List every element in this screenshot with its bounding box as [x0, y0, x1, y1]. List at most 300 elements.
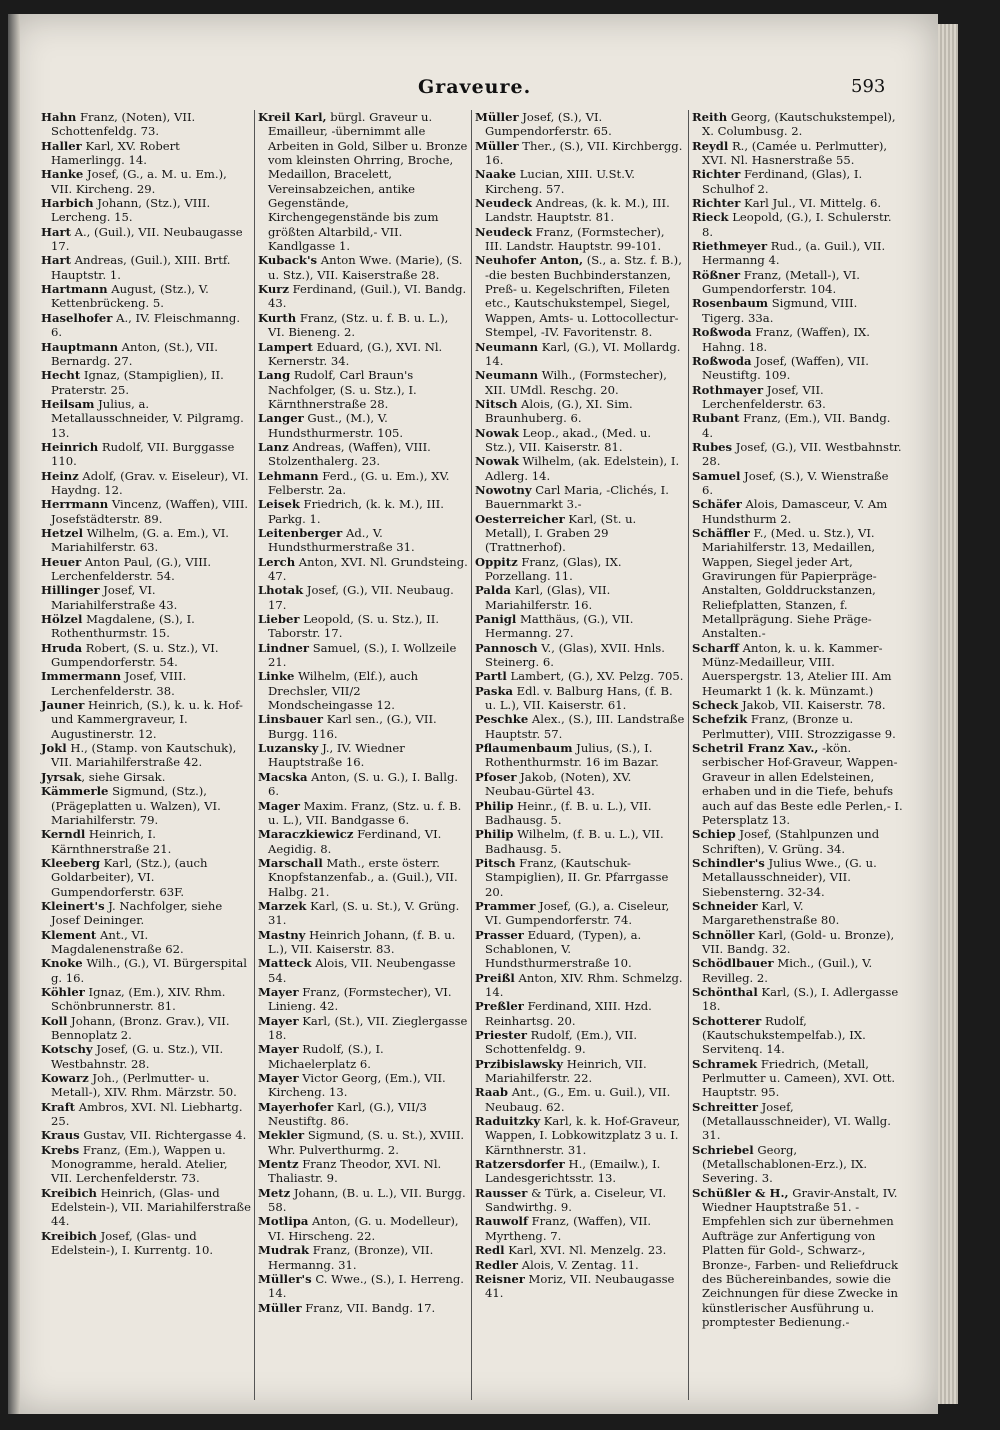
directory-entry	[41, 1186, 251, 1229]
entry-details: Ignaz, (Stampiglien), II. Praterstr. 25.	[51, 368, 224, 397]
entry-name: Przibislawsky	[475, 1056, 564, 1071]
entry-name: Schreitter	[692, 1099, 758, 1114]
entry-name: Roßwoda	[692, 325, 752, 340]
directory-entry	[41, 167, 251, 196]
entry-details: Josef, (S.), V. Wienstraße 6.	[702, 468, 889, 497]
directory-entry	[258, 555, 468, 584]
directory-entry	[475, 1028, 685, 1057]
column-2	[255, 110, 472, 1400]
entry-name: Metz	[258, 1185, 291, 1200]
entry-details: Johann, (B. u. L.), VII. Burgg. 58.	[268, 1185, 466, 1215]
directory-entry	[41, 368, 251, 397]
entry-name: Kurth	[258, 310, 297, 325]
entry-name: Heilsam	[41, 396, 95, 411]
entry-name: Hart	[41, 224, 71, 239]
directory-entry	[258, 110, 468, 253]
entry-name: Hart	[41, 253, 71, 268]
entry-details: Ad., V. Hundsthurmerstraße 31.	[268, 525, 415, 555]
entry-name: Klement	[41, 927, 97, 942]
entry-details: Anton, (S. u. G.), I. Ballg. 6.	[268, 769, 459, 799]
entry-name: Lang	[258, 368, 291, 383]
entry-name: Nowotny	[475, 482, 532, 497]
directory-entry	[692, 239, 903, 268]
entry-details: Josef, (G.), VII. Neubaug. 17.	[268, 583, 454, 612]
directory-entry	[41, 1100, 251, 1129]
entry-details: Josef, (Waffen), VII. Neustiftg. 109.	[702, 353, 869, 383]
entry-details: Franz, (Waffen), VII. Myrtheng. 7.	[485, 1214, 652, 1243]
directory-entry	[692, 411, 903, 440]
entry-details: Anton Wwe. (Marie), (S. u. Stz.), VII. Kaiserstraße 28.	[268, 253, 463, 282]
entry-name: Kotschy	[41, 1042, 93, 1057]
directory-entry	[258, 1128, 468, 1157]
entry-name: Lampert	[258, 339, 313, 354]
entry-details: Franz, (Em.), Wappen u. Monogramme, herald. Atelier, VII. Lerchenfelderstr. 73.	[51, 1142, 228, 1186]
directory-entry	[258, 928, 468, 957]
entry-name: Mager	[258, 798, 300, 813]
entry-details: Math., erste österr. Knopfstanzenfab., a. (Guil.), VII. Halbg. 21.	[268, 855, 458, 899]
entry-name: Reith	[692, 110, 728, 124]
entry-name: Müller	[475, 110, 519, 124]
entry-details: Georg, (Metallschablonen-Erz.), IX. Severing. 3.	[702, 1142, 868, 1186]
directory-entry	[258, 368, 468, 411]
entry-name: Lhotak	[258, 583, 304, 598]
directory-entry	[692, 1057, 903, 1100]
entry-name: Rauwolf	[475, 1214, 528, 1229]
entry-details: Robert, (S. u. Stz.), VI. Gumpendorferstr. 54.	[51, 640, 219, 670]
entry-details: Wilhelm, (Elf.), auch Drechsler, VII/2 Mondscheingasse 12.	[268, 669, 419, 713]
entry-name: Rößner	[692, 267, 741, 282]
directory-entry	[41, 985, 251, 1014]
entry-name: Schiep	[692, 827, 736, 842]
entry-details: Heinrich, I. Kärnthnerstraße 21.	[51, 827, 172, 856]
entry-name: Schindler's	[692, 855, 765, 870]
entry-details: Sigmund, VIII. Tigerg. 33a.	[702, 296, 858, 325]
directory-entry	[692, 383, 903, 412]
page-title: Graveure.	[418, 76, 532, 98]
directory-entry	[475, 225, 685, 254]
entry-details: Karl, (Glas), VII. Mariahilferstr. 16.	[485, 583, 611, 612]
column-1	[38, 110, 255, 1400]
directory-entry	[258, 1042, 468, 1071]
entry-details: Alois, Damasceur, V. Am Hundsthurm 2.	[702, 497, 888, 526]
entry-details: Ther., (S.), VII. Kirchbergg. 16.	[485, 138, 683, 168]
entry-details: A., IV. Fleischmanng. 6.	[51, 310, 241, 340]
directory-entry	[692, 956, 903, 985]
directory-entry	[475, 770, 685, 799]
directory-entry	[258, 1186, 468, 1215]
entry-name: Kraft	[41, 1099, 76, 1114]
directory-entry	[41, 1071, 251, 1100]
directory-entry	[692, 440, 903, 469]
entry-details: , siehe Girsak.	[81, 769, 166, 784]
entry-details: Anton, (St.), VII. Bernardg. 27.	[51, 339, 218, 368]
entry-name: Kleinert's	[41, 898, 105, 913]
entry-name: Schnöller	[692, 927, 755, 942]
directory-entry	[41, 669, 251, 698]
entry-details: Karl, (S. u. St.), V. Grüng. 31.	[268, 898, 460, 928]
entry-name: Prasser	[475, 927, 524, 942]
column-3	[472, 110, 689, 1400]
entry-details: Lucian, XIII. U.St.V. Kircheng. 57.	[485, 167, 635, 196]
entry-name: Peschke	[475, 712, 529, 727]
entry-details: Franz, (Em.), VII. Bandg. 4.	[702, 411, 891, 440]
directory-entry	[692, 325, 903, 354]
entry-details: -kön. serbischer Hof-Graveur, Wappen-Graveur in allen Edelsteinen, erhaben und in die Tiefe, behufs auch auf das Beste edle Perlen,- I. Petersplatz 13.	[702, 741, 903, 827]
entry-details: Leopold, (S. u. Stz.), II. Taborstr. 17.	[268, 612, 440, 641]
entry-details: Moriz, VII. Neubaugasse 41.	[485, 1271, 675, 1301]
entry-details: Franz, (Glas), IX. Porzellang. 11.	[485, 554, 622, 583]
entry-details: Rud., (a. Guil.), VII. Hermanng 4.	[702, 239, 886, 268]
entry-name: Maraczkiewicz	[258, 827, 354, 842]
entry-details: Julius, a. Metallausschneider, V. Pilgramg. 13.	[51, 396, 244, 440]
entry-name: Philip	[475, 798, 514, 813]
directory-entry	[258, 497, 468, 526]
entry-name: Luzansky	[258, 741, 319, 756]
entry-details: J. Nachfolger, siehe Josef Deininger.	[51, 898, 223, 928]
entry-details: Jakob, (Noten), XV. Neubau-Gürtel 43.	[485, 769, 632, 799]
entry-details: Vincenz, (Waffen), VIII. Josefstädterstr. 89.	[51, 497, 249, 526]
entry-name: Langer	[258, 411, 304, 426]
entry-details: Sigmund, (Stz.), (Prägeplatten u. Walzen), VI. Mariahilferstr. 79.	[51, 784, 221, 827]
entry-details: Josef, (G., a. M. u. Em.), VII. Kircheng. 29.	[51, 167, 227, 196]
entry-details: Alois, V. Zentag. 11.	[518, 1257, 639, 1272]
entry-details: F., (Med. u. Stz.), VI. Mariahilferstr. 13, Medaillen, Wappen, Siegel jeder Art, Gravirungen für Papierpräge-Anstalten, Golddruckstanzen, Reliefplatten, Stanzen, f. Metallprägung. Siehe Präge-Anstalten.-	[702, 525, 877, 641]
entry-name: Schüßler & H.,	[692, 1185, 789, 1200]
entry-details: Wilh., (Formstecher), XII. UMdl. Reschg. 20.	[485, 368, 667, 397]
entry-name: Knoke	[41, 956, 83, 971]
entry-details: Karl, (G.), VII/3 Neustiftg. 86.	[268, 1099, 427, 1129]
entry-name: Neuhofer Anton,	[475, 253, 584, 268]
entry-details: Franz, VII. Bandg. 17.	[301, 1300, 436, 1315]
entry-name: Pannosch	[475, 640, 538, 655]
entry-name: Harbich	[41, 196, 94, 211]
entry-details: Heinrich, (S.), k. u. k. Hof- und Kammergraveur, I. Augustinerstr. 12.	[51, 698, 243, 741]
entry-name: Krebs	[41, 1142, 80, 1157]
entry-details: Ant., (G., Em. u. Guil.), VII. Neubaug. 62.	[485, 1085, 671, 1114]
entry-name: Partl	[475, 669, 507, 684]
directory-entry	[258, 985, 468, 1014]
entry-name: Kuback's	[258, 253, 318, 268]
directory-entry	[41, 770, 251, 784]
entry-details: Josef, (G.), VII. Westbahnstr. 28.	[702, 439, 902, 469]
entry-details: Anton, k. u. k. Kammer-Münz-Medailleur, VIII. Auerspergstr. 13, Atelier III. Am Heumarkt 1 (k. k. Münzamt.)	[702, 640, 892, 698]
entry-name: Mudrak	[258, 1243, 310, 1258]
entry-name: Lanz	[258, 439, 289, 454]
directory-entry	[475, 1272, 685, 1301]
directory-entry	[41, 641, 251, 670]
entry-name: Mekler	[258, 1128, 305, 1143]
page-gutter	[8, 14, 20, 1414]
entry-details: Josef, VII. Lerchenfelderstr. 63.	[702, 382, 826, 411]
entry-name: Jokl	[41, 741, 67, 756]
entry-details: Mich., (Guil.), V. Revilleg. 2.	[702, 956, 873, 985]
entry-name: Rausser	[475, 1185, 528, 1200]
entry-details: bürgl. Graveur u. Emailleur, -übernimmt alle Arbeiten in Gold, Silber u. Bronze vom kleinsten Ohrring, Broche, Medaillon, Bracelett, Vereinsabzeichen, antike Gegenstände, Kirchengegenstände bis zum größten Altarbild,- VII. Kandlgasse 1.	[268, 110, 468, 254]
entry-name: Richter	[692, 196, 741, 211]
entry-name: Rubant	[692, 411, 740, 426]
entry-name: Hahn	[41, 110, 77, 124]
directory-entry	[41, 583, 251, 612]
directory-entry	[475, 139, 685, 168]
entry-details: C. Wwe., (S.), I. Herreng. 14.	[268, 1271, 464, 1301]
directory-entry	[692, 354, 903, 383]
directory-entry	[692, 1186, 903, 1329]
entry-details: Franz, (Stz. u. f. B. u. L.), VI. Bieneng. 2.	[268, 310, 449, 340]
entry-name: Rieck	[692, 210, 729, 225]
entry-name: Schramek	[692, 1056, 758, 1071]
directory-entry	[475, 1157, 685, 1186]
entry-details: Jakob, VII. Kaiserstr. 78.	[738, 698, 886, 713]
entry-name: Riethmeyer	[692, 239, 768, 254]
entry-name: Lehmann	[258, 468, 319, 483]
directory-entry	[258, 956, 468, 985]
directory-entry	[41, 311, 251, 340]
entry-details: Alex., (S.), III. Landstraße Hauptstr. 57.	[485, 712, 685, 741]
entry-details: Johann, (Bronz. Grav.), VII. Bennoplatz 2.	[51, 1013, 230, 1042]
directory-entry	[475, 856, 685, 899]
entry-details: Karl, (St. u. Metall), I. Graben 29 (Trattnerhof).	[485, 511, 637, 555]
directory-entry	[258, 282, 468, 311]
entry-name: Lieber	[258, 612, 300, 627]
entry-name: Jauner	[41, 698, 85, 713]
entry-details: Josef, (Metallausschneider), VI. Wallg. 31.	[702, 1099, 891, 1143]
entry-details: Franz, (Noten), VII. Schottenfeldg. 73.	[51, 110, 196, 139]
directory-entry	[475, 669, 685, 683]
directory-entry	[475, 1214, 685, 1243]
directory-entry	[475, 397, 685, 426]
entry-details: A., (Guil.), VII. Neubaugasse 17.	[51, 224, 243, 254]
directory-entry	[475, 712, 685, 741]
entry-name: Hanke	[41, 167, 84, 182]
entry-name: Marschall	[258, 855, 323, 870]
entry-name: Kreibich	[41, 1185, 97, 1200]
entry-details: Josef, VI. Mariahilferstraße 43.	[51, 583, 178, 612]
directory-entry	[258, 899, 468, 928]
entry-details: Rudolf, (Em.), VII. Schottenfeldg. 9.	[485, 1028, 638, 1057]
entry-name: Schäfer	[692, 497, 742, 512]
directory-entry	[692, 196, 903, 210]
entry-name: Müller's	[258, 1271, 312, 1286]
directory-entry	[41, 196, 251, 225]
directory-entry	[41, 612, 251, 641]
directory-entry	[692, 110, 903, 139]
directory-entry	[41, 282, 251, 311]
entry-details: Rudolf, (S.), I. Michaelerplatz 6.	[268, 1042, 384, 1071]
directory-entry	[692, 899, 903, 928]
entry-details: Julius, (S.), I. Rothenthurmstr. 16 im Bazar.	[485, 741, 659, 770]
entry-details: R., (Camée u. Perlmutter), XVI. Nl. Hasnerstraße 55.	[702, 138, 888, 168]
directory-entry	[41, 1042, 251, 1071]
entry-details: Karl, (S.), I. Adlergasse 18.	[702, 984, 899, 1014]
entry-name: Hecht	[41, 368, 81, 383]
entry-details: Karl Jul., VI. Mittelg. 6.	[740, 196, 882, 211]
entry-name: Kämmerle	[41, 784, 109, 799]
entry-details: V., (Glas), XVII. Hnls. Steinerg. 6.	[485, 640, 665, 670]
entry-name: Naake	[475, 167, 517, 182]
entry-name: Kraus	[41, 1128, 80, 1143]
entry-details: Andreas, (Waffen), VIII. Stolzenthalerg. 23.	[268, 439, 431, 469]
directory-entry	[475, 454, 685, 483]
directory-entry	[475, 1243, 685, 1257]
entry-details: Friedrich, (Metall, Perlmutter u. Cameen), XVI. Ott. Hauptstr. 95.	[702, 1056, 896, 1100]
directory-entry	[692, 712, 903, 741]
entry-details: Ambros, XVI. Nl. Liebhartg. 25.	[51, 1099, 243, 1129]
directory-entry	[258, 856, 468, 899]
directory-entry	[258, 1214, 468, 1243]
entry-name: Preßler	[475, 999, 524, 1014]
entry-details: Heinrich Johann, (f. B. u. L.), VII. Kaiserstr. 83.	[268, 927, 456, 956]
entry-details: Matthäus, (G.), VII. Hermanng. 27.	[485, 612, 634, 641]
directory-entry	[258, 411, 468, 440]
entry-details: Heinrich, (Glas- und Edelstein-), VII. Mariahilferstraße 44.	[51, 1185, 252, 1229]
directory-entry	[41, 741, 251, 770]
entry-details: Andreas, (Guil.), XIII. Brtf. Hauptstr. 1.	[51, 253, 231, 282]
directory-entry	[475, 971, 685, 1000]
entry-details: Gustav, VII. Richtergasse 4.	[79, 1128, 247, 1143]
directory-page	[8, 14, 938, 1414]
entry-details: Franz, (Bronze u. Perlmutter), VIII. Strozzigasse 9.	[702, 712, 896, 741]
entry-name: Herrmann	[41, 497, 109, 512]
entry-name: Paska	[475, 683, 513, 698]
entry-name: Köhler	[41, 984, 85, 999]
directory-entry	[692, 856, 903, 899]
entry-details: Wilh., (G.), VI. Bürgerspital g. 16.	[51, 956, 247, 985]
entry-details: Julius Wwe., (G. u. Metallausschneider), VII. Siebensterng. 32-34.	[702, 855, 877, 899]
entry-details: Anton, (G. u. Modelleur), VI. Hirscheng. 22.	[268, 1214, 459, 1243]
directory-entry	[692, 827, 903, 856]
entry-details: Karl, (St.), VII. Zieglergasse 18.	[268, 1013, 468, 1042]
directory-entry	[41, 555, 251, 584]
directory-entry	[258, 340, 468, 369]
entry-details: Ferdinand, VI. Aegidig. 8.	[268, 827, 442, 856]
directory-entry	[475, 799, 685, 828]
directory-entry	[692, 139, 903, 168]
entry-name: Lerch	[258, 554, 296, 569]
directory-entry	[258, 1272, 468, 1301]
entry-name: Neumann	[475, 339, 539, 354]
entry-name: Kreibich	[41, 1228, 97, 1243]
directory-entry	[258, 799, 468, 828]
entry-details: Josef, (G.), a. Ciseleur, VI. Gumpendorferstr. 74.	[485, 898, 670, 928]
entry-details: Eduard, (Typen), a. Schablonen, V. Hundsthurmerstraße 10.	[485, 927, 642, 971]
entry-name: Pfoser	[475, 769, 517, 784]
entry-details: Franz, (Waffen), IX. Hahng. 18.	[702, 325, 870, 354]
entry-details: Friedrich, (k. k. M.), III. Parkg. 1.	[268, 497, 444, 526]
entry-details: Ferd., (G. u. Em.), XV. Felberstr. 2a.	[268, 468, 450, 497]
entry-name: Philip	[475, 827, 514, 842]
entry-details: Rudolf, (Kautschukstempelfab.), IX. Servitenq. 14.	[702, 1013, 866, 1057]
entry-name: Hölzel	[41, 612, 83, 627]
entry-details: Karl, (Stz.), (auch Goldarbeiter), VI. Gumpendorferstr. 63F.	[51, 855, 208, 899]
directory-entry	[41, 1143, 251, 1186]
entry-name: Kowarz	[41, 1071, 89, 1086]
directory-entry	[258, 1100, 468, 1129]
entry-name: Hillinger	[41, 583, 100, 598]
directory-entry	[41, 784, 251, 827]
entry-details: Josef, (S.), VI. Gumpendorferstr. 65.	[485, 110, 612, 139]
directory-entry	[692, 698, 903, 712]
entry-details: Karl, V. Margarethenstraße 80.	[702, 898, 840, 928]
entry-details: Wilhelm, (ak. Edelstein), I. Adlerg. 14.	[485, 454, 680, 483]
entry-name: Neumann	[475, 368, 539, 383]
directory-entry	[258, 641, 468, 670]
entry-details: J., IV. Wiedner Hauptstraße 16.	[268, 741, 405, 770]
entry-name: Kerndl	[41, 827, 86, 842]
directory-entry	[41, 928, 251, 957]
entry-details: Ant., VI. Magdalenenstraße 62.	[51, 927, 184, 956]
entry-name: Leitenberger	[258, 525, 343, 540]
entry-details: Anton Paul, (G.), VIII. Lerchenfelderstr. 54.	[51, 554, 212, 583]
entry-details: Magdalene, (S.), I. Rothenthurmstr. 15.	[51, 612, 195, 641]
directory-entry	[41, 497, 251, 526]
directory-entry	[692, 1014, 903, 1057]
directory-entry	[475, 110, 685, 139]
entry-name: Redl	[475, 1243, 505, 1258]
entry-details: Lambert, (G.), XV. Pelzg. 705.	[506, 669, 684, 684]
entry-details: Josef, (Stahlpunzen und Schriften), V. Grüng. 34.	[702, 827, 880, 856]
directory-entry	[475, 253, 685, 339]
entry-name: Oppitz	[475, 554, 518, 569]
entry-name: Schödlbauer	[692, 956, 774, 971]
directory-entry	[475, 1057, 685, 1086]
entry-details: Heinrich, VII. Mariahilferstr. 22.	[485, 1056, 647, 1086]
entry-name: Kreil Karl,	[258, 110, 327, 124]
directory-entry	[258, 1243, 468, 1272]
entry-details: Alois, VII. Neubengasse 54.	[268, 956, 456, 985]
entry-details: Heinr., (f. B. u. L.), VII. Badhausg. 5.	[485, 798, 652, 827]
entry-details: Eduard, (G.), XVI. Nl. Kernerstr. 34.	[268, 339, 443, 368]
directory-entry	[41, 698, 251, 741]
entry-details: Georg, (Kautschukstempel), X. Columbusg. 2.	[702, 110, 896, 139]
entry-details: August, (Stz.), V. Kettenbrückeng. 5.	[51, 282, 209, 311]
entry-details: & Türk, a. Ciseleur, VI. Sandwirthg. 9.	[485, 1185, 667, 1215]
entry-name: Pitsch	[475, 855, 516, 870]
directory-entry	[692, 641, 903, 698]
entry-name: Leisek	[258, 497, 300, 512]
entry-name: Preißl	[475, 970, 515, 985]
entry-name: Müller	[258, 1300, 302, 1315]
directory-entry	[692, 296, 903, 325]
entry-name: Matteck	[258, 956, 312, 971]
directory-entry	[41, 139, 251, 168]
directory-entry	[258, 1014, 468, 1043]
entry-name: Oesterreicher	[475, 511, 565, 526]
directory-entry	[475, 1085, 685, 1114]
directory-entry	[258, 827, 468, 856]
entry-name: Schriebel	[692, 1142, 754, 1157]
entry-name: Nowak	[475, 454, 519, 469]
entry-name: Nowak	[475, 425, 519, 440]
entry-details: Ferdinand, (Glas), I. Schulhof 2.	[702, 167, 863, 196]
directory-entry	[41, 899, 251, 928]
directory-entry	[41, 1229, 251, 1258]
entry-name: Redler	[475, 1257, 519, 1272]
entry-name: Mayerhofer	[258, 1099, 334, 1114]
entry-name: Mayer	[258, 1042, 299, 1057]
entry-name: Richter	[692, 167, 741, 182]
directory-entry	[692, 741, 903, 827]
entry-details: Gravir-Anstalt, IV. Wiedner Hauptstraße 51. -Empfehlen sich zur übernehmen Aufträge zur Anfertigung von Platten für Gold-, Schwarz-, Bronze-, Farben- und Reliefdruck des Büchereinbandes, sowie die Zeichnungen für diese Zwecke in künstlerischer Ausführung u. promptester Bedienung.-	[702, 1185, 898, 1329]
entry-name: Mayer	[258, 984, 299, 999]
entry-name: Schefzik	[692, 712, 748, 727]
directory-entry	[41, 397, 251, 440]
directory-entry	[258, 770, 468, 799]
directory-entry	[41, 956, 251, 985]
directory-entry	[475, 1114, 685, 1157]
directory-entry	[41, 1014, 251, 1043]
entry-name: Mastny	[258, 927, 306, 942]
entry-name: Reisner	[475, 1271, 525, 1286]
